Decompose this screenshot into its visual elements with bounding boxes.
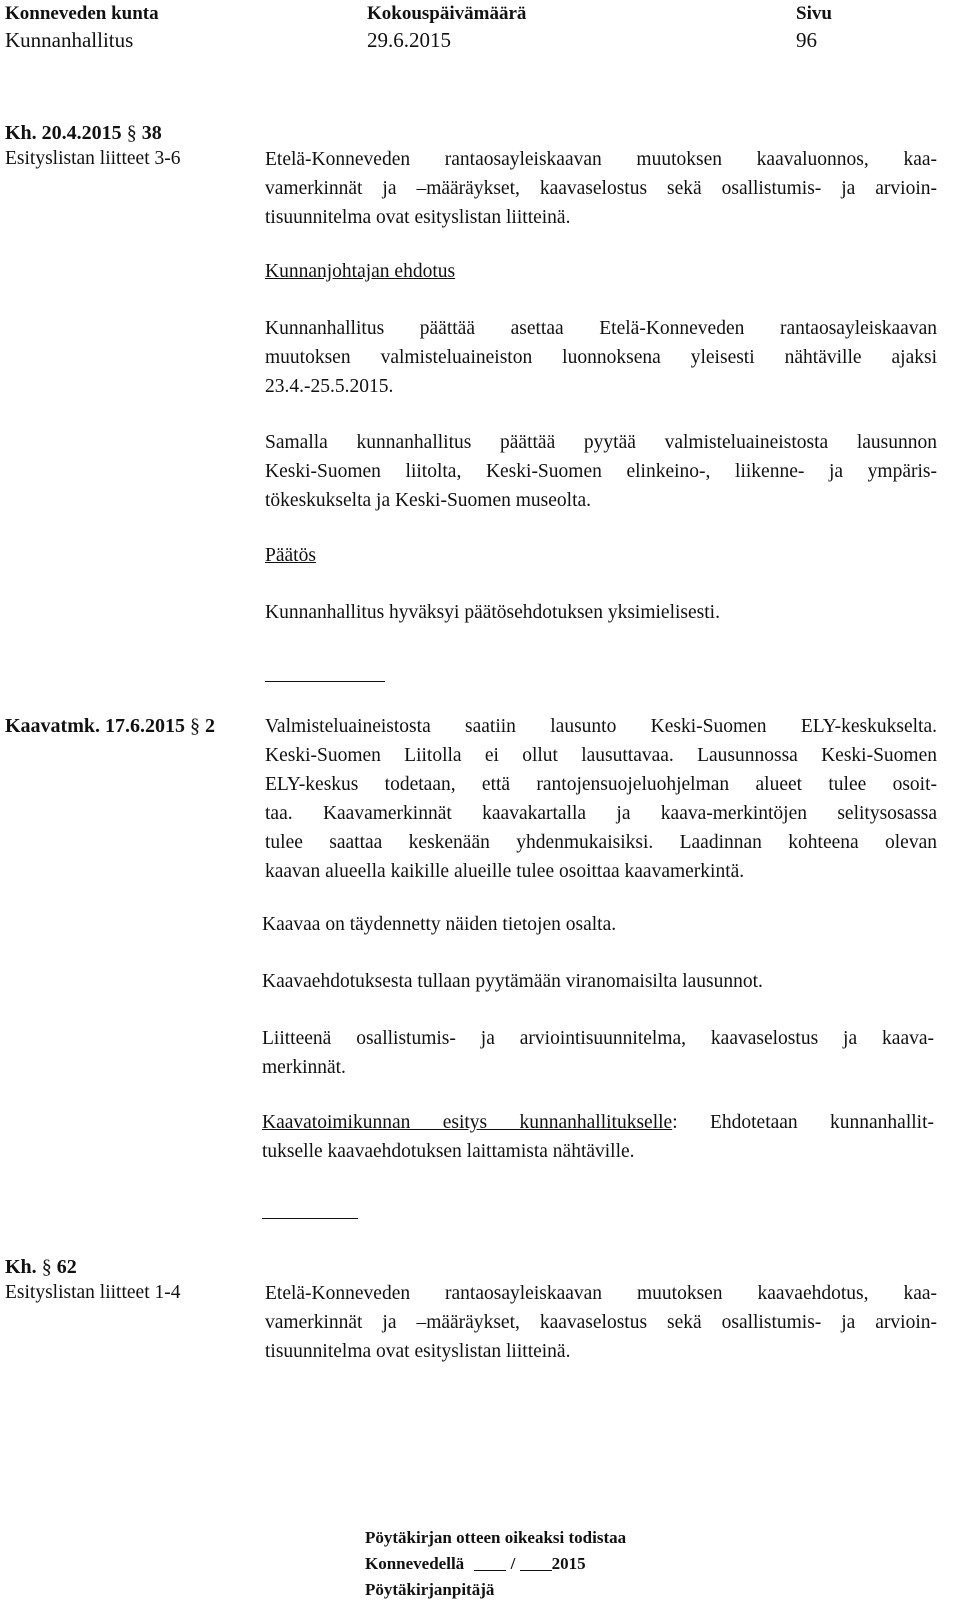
text-line (262, 1108, 934, 1137)
text-line: Etelä-Konneveden rantaosayleiskaavan muutoksen kaavaluonnos, kaa- (265, 149, 937, 170)
sec1-decision-heading: Päätös (265, 545, 316, 566)
section-sign-icon: § (126, 122, 137, 144)
text-line: tukselle kaavaehdotuksen laittamista nähtäville. (262, 1141, 635, 1162)
divider (265, 681, 385, 682)
header-page-label: Sivu (796, 3, 832, 24)
footer-secretary: Pöytäkirjanpitäjä (365, 1580, 495, 1599)
footer-place-date (365, 1551, 586, 1577)
footer-month-blank (520, 1554, 552, 1571)
sec2-reference (5, 714, 215, 738)
sec1-ref-number: 38 (141, 122, 162, 144)
sec2-statements: Kaavaehdotuksesta tullaan pyytämään viranomaisilta lausunnot. (262, 971, 763, 992)
sec1-proposal (265, 314, 937, 401)
text-line: Liitteenä osallistumis- ja arviointisuunnitelma, kaavaselostus ja kaava- (262, 1028, 934, 1049)
sec1-ref-date: Kh. 20.4.2015 (5, 122, 122, 144)
committee-text: Ehdotetaan kunnanhallit- (677, 1112, 934, 1133)
sec3-ref-label: Kh. (5, 1256, 37, 1278)
text-line: taa. Kaavamerkinnät kaavakartalla ja kaava-merkintöjen selitysosassa (265, 803, 937, 824)
sec2-committee (262, 1108, 934, 1166)
section-sign-icon: § (41, 1256, 52, 1278)
sec2-ref-number: 2 (205, 715, 215, 737)
sec3-ref-number: 62 (56, 1256, 77, 1278)
text-line: vamerkinnät ja –määräykset, kaavaselostus sekä osallistumis- ja arvioin- (265, 1312, 937, 1333)
footer-slash: / (510, 1554, 516, 1573)
footer-place: Konnevedellä (365, 1554, 465, 1573)
text-line: Keski-Suomen liitolta, Keski-Suomen elinkeino-, liikenne- ja ympäris- (265, 461, 937, 482)
text-line: tulee saattaa keskenään yhdenmukaisiksi. Laadinnan kohteena olevan (265, 832, 937, 853)
sec1-intro (265, 145, 937, 232)
text-line: Etelä-Konneveden rantaosayleiskaavan muutoksen kaavaehdotus, kaa- (265, 1283, 937, 1304)
sec2-attachment (262, 1024, 934, 1082)
text-line: tisuunnitelma ovat esityslistan liitteinä. (265, 1341, 571, 1362)
sec1-proposal-heading: Kunnanjohtajan ehdotus (265, 261, 456, 282)
header-page: 96 (796, 28, 817, 52)
header-body-name: Kunnanhallitus (5, 28, 134, 52)
text-line: tökeskukselta ja Keski-Suomen museolta. (265, 490, 592, 511)
text-line: kaavan alueella kaikille alueille tulee osoittaa kaavamerkintä. (265, 861, 745, 882)
colon: : (672, 1112, 678, 1133)
sec1-reference (5, 121, 162, 145)
footer-certification: Pöytäkirjan otteen oikeaksi todistaa (365, 1528, 627, 1547)
sec3-intro (265, 1279, 937, 1366)
text-line: ELY-keskus todetaan, että rantojensuojeluohjelman alueet tulee osoit- (265, 774, 937, 795)
section-sign-icon: § (190, 715, 200, 737)
header-date-label: Kokouspäivämäärä (367, 3, 527, 24)
text-line: Kunnanhallitus päättää asettaa Etelä-Konneveden rantaosayleiskaavan (265, 318, 937, 339)
text-line: 23.4.-25.5.2015. (265, 376, 394, 397)
sec2-ref-date: Kaavatmk. 17.6.2015 (5, 715, 185, 737)
divider (262, 1218, 358, 1219)
header-org: Konneveden kunta (5, 3, 159, 24)
sec2-statement (265, 712, 937, 886)
sec3-attachments-label: Esityslistan liitteet 1-4 (5, 1282, 181, 1303)
text-line: Samalla kunnanhallitus päättää pyytää valmisteluaineistosta lausunnon (265, 432, 937, 453)
sec3-reference (5, 1255, 77, 1279)
sec1-attachments-label: Esityslistan liitteet 3-6 (5, 148, 181, 169)
header-date: 29.6.2015 (367, 28, 451, 52)
text-line: tisuunnitelma ovat esityslistan liitteinä. (265, 207, 571, 228)
text-line: Valmisteluaineistosta saatiin lausunto Keski-Suomen ELY-keskukselta. (265, 716, 937, 737)
footer-year: 2015 (551, 1554, 586, 1573)
sec2-supplemented: Kaavaa on täydennetty näiden tietojen osalta. (262, 914, 617, 935)
sec1-samalla (265, 428, 937, 515)
text-line: muutoksen valmisteluaineiston luonnoksena yleisesti nähtäville ajaksi (265, 347, 937, 368)
footer-day-blank (474, 1554, 506, 1571)
text-line: vamerkinnät ja –määräykset, kaavaselostus sekä osallistumis- ja arvioin- (265, 178, 937, 199)
committee-heading: Kaavatoimikunnan esitys kunnanhallitukselle (262, 1112, 673, 1133)
sec1-decision-text: Kunnanhallitus hyväksyi päätösehdotuksen yksimielisesti. (265, 602, 720, 623)
text-line: merkinnät. (262, 1057, 346, 1078)
text-line: Keski-Suomen Liitolla ei ollut lausuttavaa. Lausunnossa Keski-Suomen (265, 745, 937, 766)
